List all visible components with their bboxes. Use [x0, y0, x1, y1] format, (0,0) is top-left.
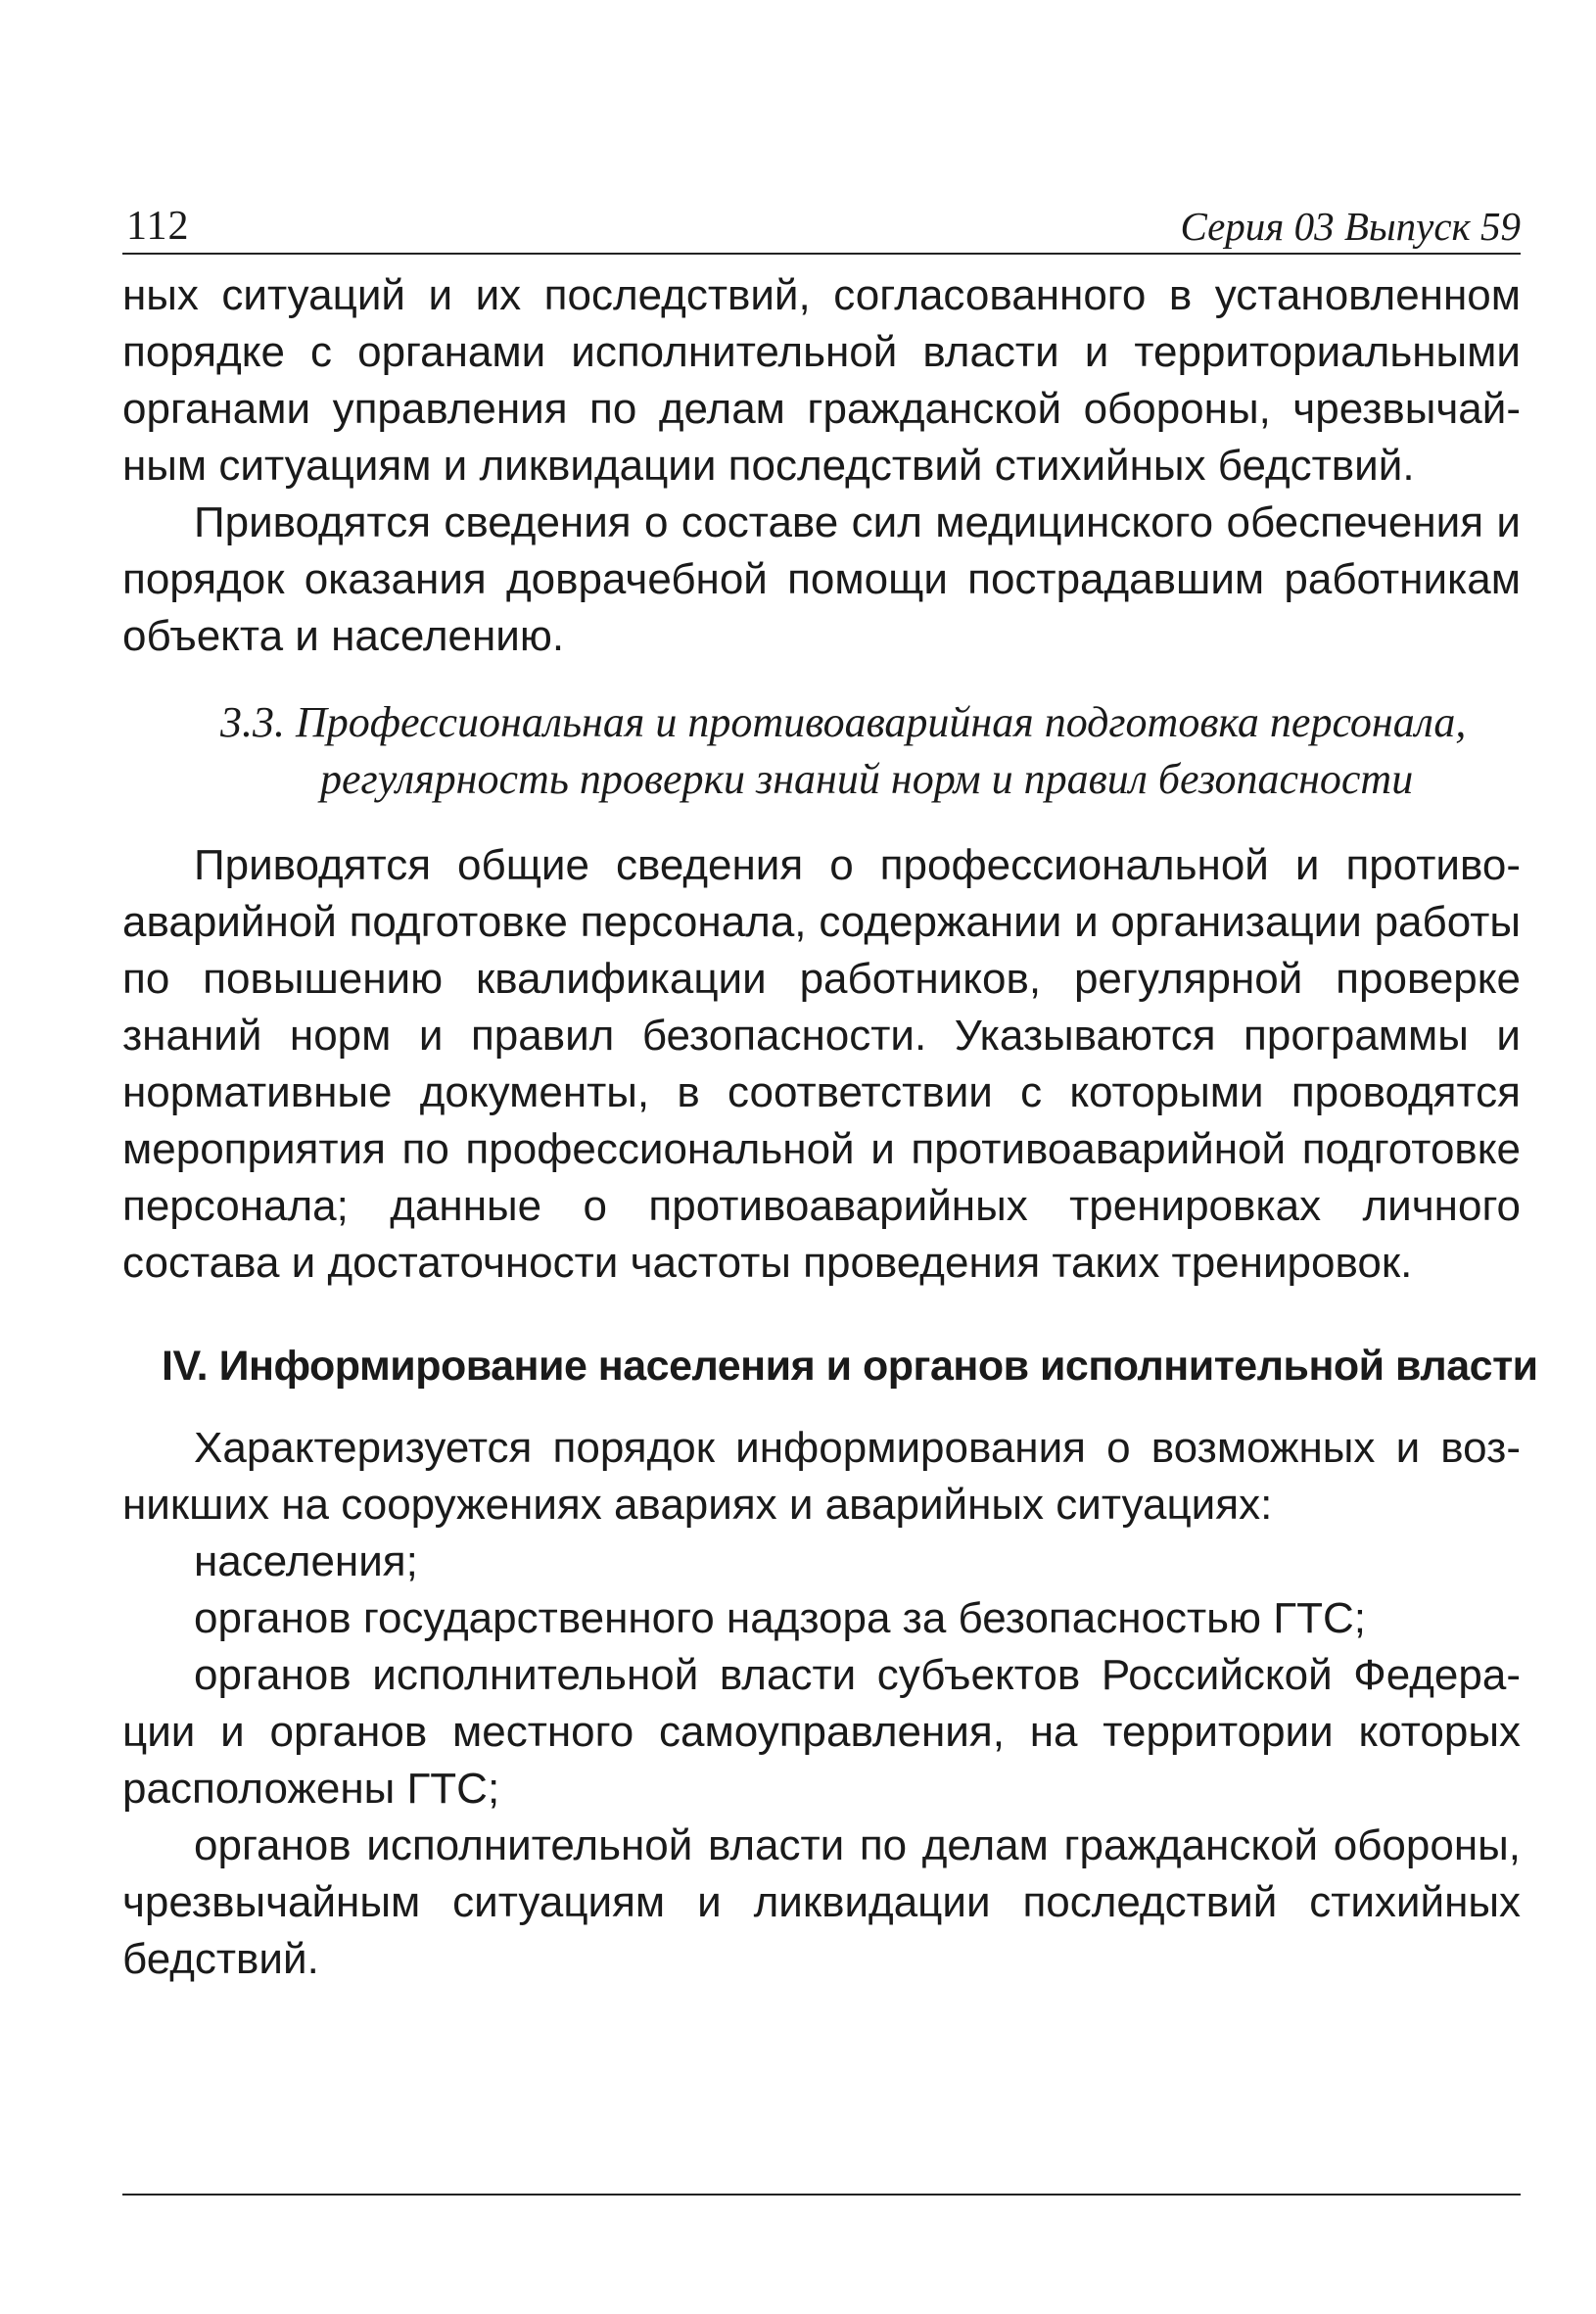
running-title: Серия 03 Выпуск 59 [1180, 204, 1521, 249]
page-header [122, 196, 1521, 255]
list-item-regional-authorities: органов исполнительной власти субъектов Российской Федерации и органов местного самоуправления, на территории которых расположены ГТС; [122, 1651, 1521, 1813]
page-body [122, 267, 1538, 1988]
footer-rule [122, 2194, 1521, 2196]
list-item-civil-defense-authorities: органов исполнительной власти по делам гражданской обороны, чрезвычайным ситуациям и ликвидации последствий стихийных бедствий. [122, 1821, 1521, 1983]
paragraph-informing-order: Характеризуется порядок информирования о возможных и возникших на сооружениях авариях и аварийных ситуациях: [122, 1424, 1521, 1529]
paragraph-continuation: ных ситуаций и их последствий, согласованного в установленном порядке с органами исполнительной власти и территориальными органами управления по делам гражданской обороны, чрезвычайным ситуациям и ликвидации последствий стихийных бедствий. [122, 271, 1521, 490]
paragraph-personnel-training: Приводятся общие сведения о профессиональной и противоаварийной подготовке персонала, содержании и организации работы по повышению квалификации работников, регулярной проверке знаний норм и правил безопасности. Указываются программы и нормативные документы, в соответствии с которыми проводятся мероприятия по профессиональной и противоаварийной подготовке персонала; данные о противоаварийных тренировках личного состава и достаточности частоты проведения таких тренировок. [122, 841, 1521, 1287]
list-item-state-supervision: органов государственного надзора за безопасностью ГТС; [194, 1594, 1366, 1642]
list-item-population: населения; [194, 1537, 418, 1585]
paragraph-medical-support: Приводятся сведения о составе сил медицинского обеспечения и порядок оказания доврачебной помощи пострадавшим работникам объекта и населению. [122, 498, 1521, 660]
subsection-heading-line-2: регулярность проверки знаний норм и правил безопасности [320, 755, 1414, 803]
subsection-heading-3-3 [122, 694, 1521, 808]
page-number: 112 [126, 204, 190, 249]
subsection-heading-line-1: 3.3. Профессиональная и противоаварийная подготовка персонала, [220, 698, 1467, 746]
section-heading-iv: IV. Информирование населения и органов исполнительной власти [162, 1343, 1538, 1390]
